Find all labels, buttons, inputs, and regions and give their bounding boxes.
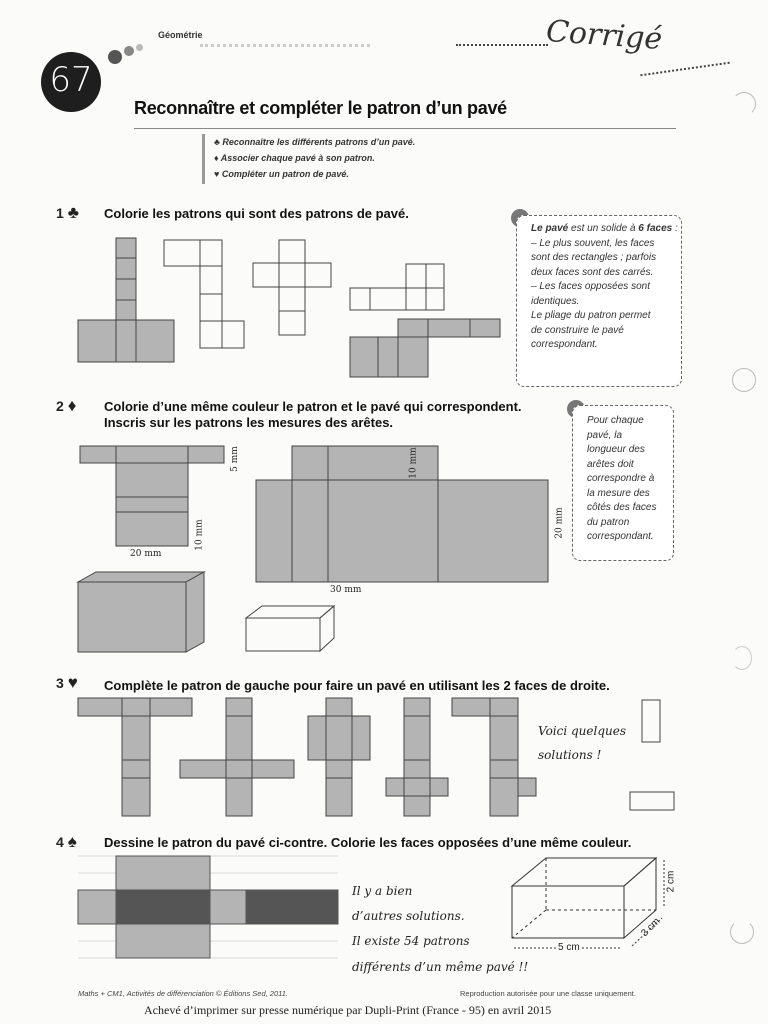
net-ex3-3 xyxy=(308,698,370,816)
measure-10mm-left: 10 mm xyxy=(194,519,205,551)
info-box2-line: arêtes doit xyxy=(587,458,634,470)
info-box2-line: côtés des faces xyxy=(587,502,657,513)
net-ex1-d xyxy=(350,264,444,310)
info-box1-line: – Les faces opposées sont xyxy=(531,281,650,292)
ex4-number: 4 ♠ xyxy=(56,832,77,851)
measure-20mm-right: 20 mm xyxy=(554,507,565,539)
footer-left: Maths + CM1, Activités de différenciation © Éditions Sed, 2011. xyxy=(78,989,289,998)
info-box2-line: pavé, la xyxy=(587,429,623,441)
ex4-note-3: Il existe 54 patrons xyxy=(352,934,470,948)
net-ex1-a xyxy=(78,238,174,362)
ex2-instruction-1: Colorie d’une même couleur le patron et le pavé qui correspondent. xyxy=(104,399,522,414)
measure-30mm: 30 mm xyxy=(330,585,362,595)
measure-10mm-right: 10 mm xyxy=(408,447,419,479)
box-ex2-big xyxy=(78,572,204,652)
info-box1-line: identiques. xyxy=(531,295,580,307)
objective-2: ♦ Associer chaque pavé à son patron. xyxy=(214,153,375,163)
info-box1-line: sont des rectangles ; parfois xyxy=(531,252,657,263)
heart-icon: ♥ xyxy=(67,673,78,692)
info-box1-line: de construire le pavé xyxy=(531,324,624,336)
binder-hole xyxy=(732,646,752,670)
measure-20mm-left: 20 mm xyxy=(130,549,162,559)
box-ex4 xyxy=(512,858,664,948)
section-label: Géométrie xyxy=(158,30,203,40)
ex3-instruction: Complète le patron de gauche pour faire un pavé en utilisant les 2 faces de droite. xyxy=(104,678,610,693)
objective-1: ♣ Reconnaître les différents patrons d’un pavé. xyxy=(214,137,416,147)
info-box1-line: deux faces sont des carrés. xyxy=(531,266,654,278)
objective-3: ♥ Compléter un patron de pavé. xyxy=(214,169,349,179)
ex3-note-1: Voici quelques xyxy=(538,724,627,738)
net-ex3-1 xyxy=(78,698,192,816)
ex2-number: 2 ♦ xyxy=(56,396,77,415)
net-ex2-b xyxy=(256,446,548,582)
info-box2-line: correspondant. xyxy=(587,531,654,542)
page-title: Reconnaître et compléter le patron d’un pavé xyxy=(134,98,507,118)
net-ex1-b xyxy=(164,240,244,348)
info-box1-lead: Le pavé est un solide à 6 faces : xyxy=(531,223,678,234)
ex1-number: 1 ♣ xyxy=(56,203,79,222)
info-box1-line: – Le plus souvent, les faces xyxy=(531,237,655,249)
page-number: 67 xyxy=(49,60,93,100)
dim-height: 2 cm xyxy=(665,870,677,893)
dim-width: 5 cm xyxy=(558,942,580,953)
net-ex3-5 xyxy=(452,698,536,816)
face-wide xyxy=(630,792,674,810)
club-icon: ♣ xyxy=(214,137,220,147)
info-box1-line: Le pliage du patron permet xyxy=(531,310,651,321)
binder-hole xyxy=(730,920,754,944)
ex3-note-2: solutions ! xyxy=(538,748,602,762)
net-ex3-4 xyxy=(386,698,448,816)
net-ex4 xyxy=(78,856,338,958)
info-box2-line: la mesure des xyxy=(587,487,650,499)
ex2-instruction-2: Inscris sur les patrons les mesures des arêtes. xyxy=(104,415,394,430)
ex4-instruction: Dessine le patron du pavé ci-contre. Colorie les faces opposées d’une même couleur. xyxy=(104,835,632,850)
ex1-instruction: Colorie les patrons qui sont des patrons de pavé. xyxy=(104,206,409,221)
info-box2-line: Pour chaque xyxy=(587,415,644,426)
info-box1-line: correspondant. xyxy=(531,339,598,350)
club-icon: ♣ xyxy=(67,203,79,222)
ex3-number: 3 ♥ xyxy=(56,673,78,692)
net-ex1-e xyxy=(350,319,500,377)
info-box2-line: longueur des xyxy=(587,444,645,455)
corrige-label: Corrigé xyxy=(544,13,664,58)
net-ex1-c xyxy=(253,240,331,335)
net-ex3-2 xyxy=(180,698,294,816)
info-box2-line: du patron xyxy=(587,516,630,528)
info-box2-line: correspondre à xyxy=(587,473,655,484)
diamond-icon: ♦ xyxy=(67,396,77,415)
dim-depth: 3 cm xyxy=(639,915,663,940)
binder-hole xyxy=(732,368,756,392)
ex4-note-2: d’autres solutions. xyxy=(352,909,465,923)
diamond-icon: ♦ xyxy=(214,153,219,163)
print-note: Achevé d’imprimer sur presse numérique par Dupli-Print (France - 95) en avril 2015 xyxy=(144,1003,552,1017)
box-ex2-small xyxy=(246,606,334,651)
binder-hole xyxy=(732,92,756,116)
heart-icon: ♥ xyxy=(214,169,220,179)
face-tall xyxy=(642,700,660,742)
footer-right: Reproduction autorisée pour une classe uniquement. xyxy=(460,989,636,998)
ex4-note-4: différents d’un même pavé !! xyxy=(352,960,529,974)
spade-icon: ♠ xyxy=(67,832,77,851)
ex4-note-1: Il y a bien xyxy=(352,884,413,898)
measure-5mm: 5 mm xyxy=(229,446,240,472)
